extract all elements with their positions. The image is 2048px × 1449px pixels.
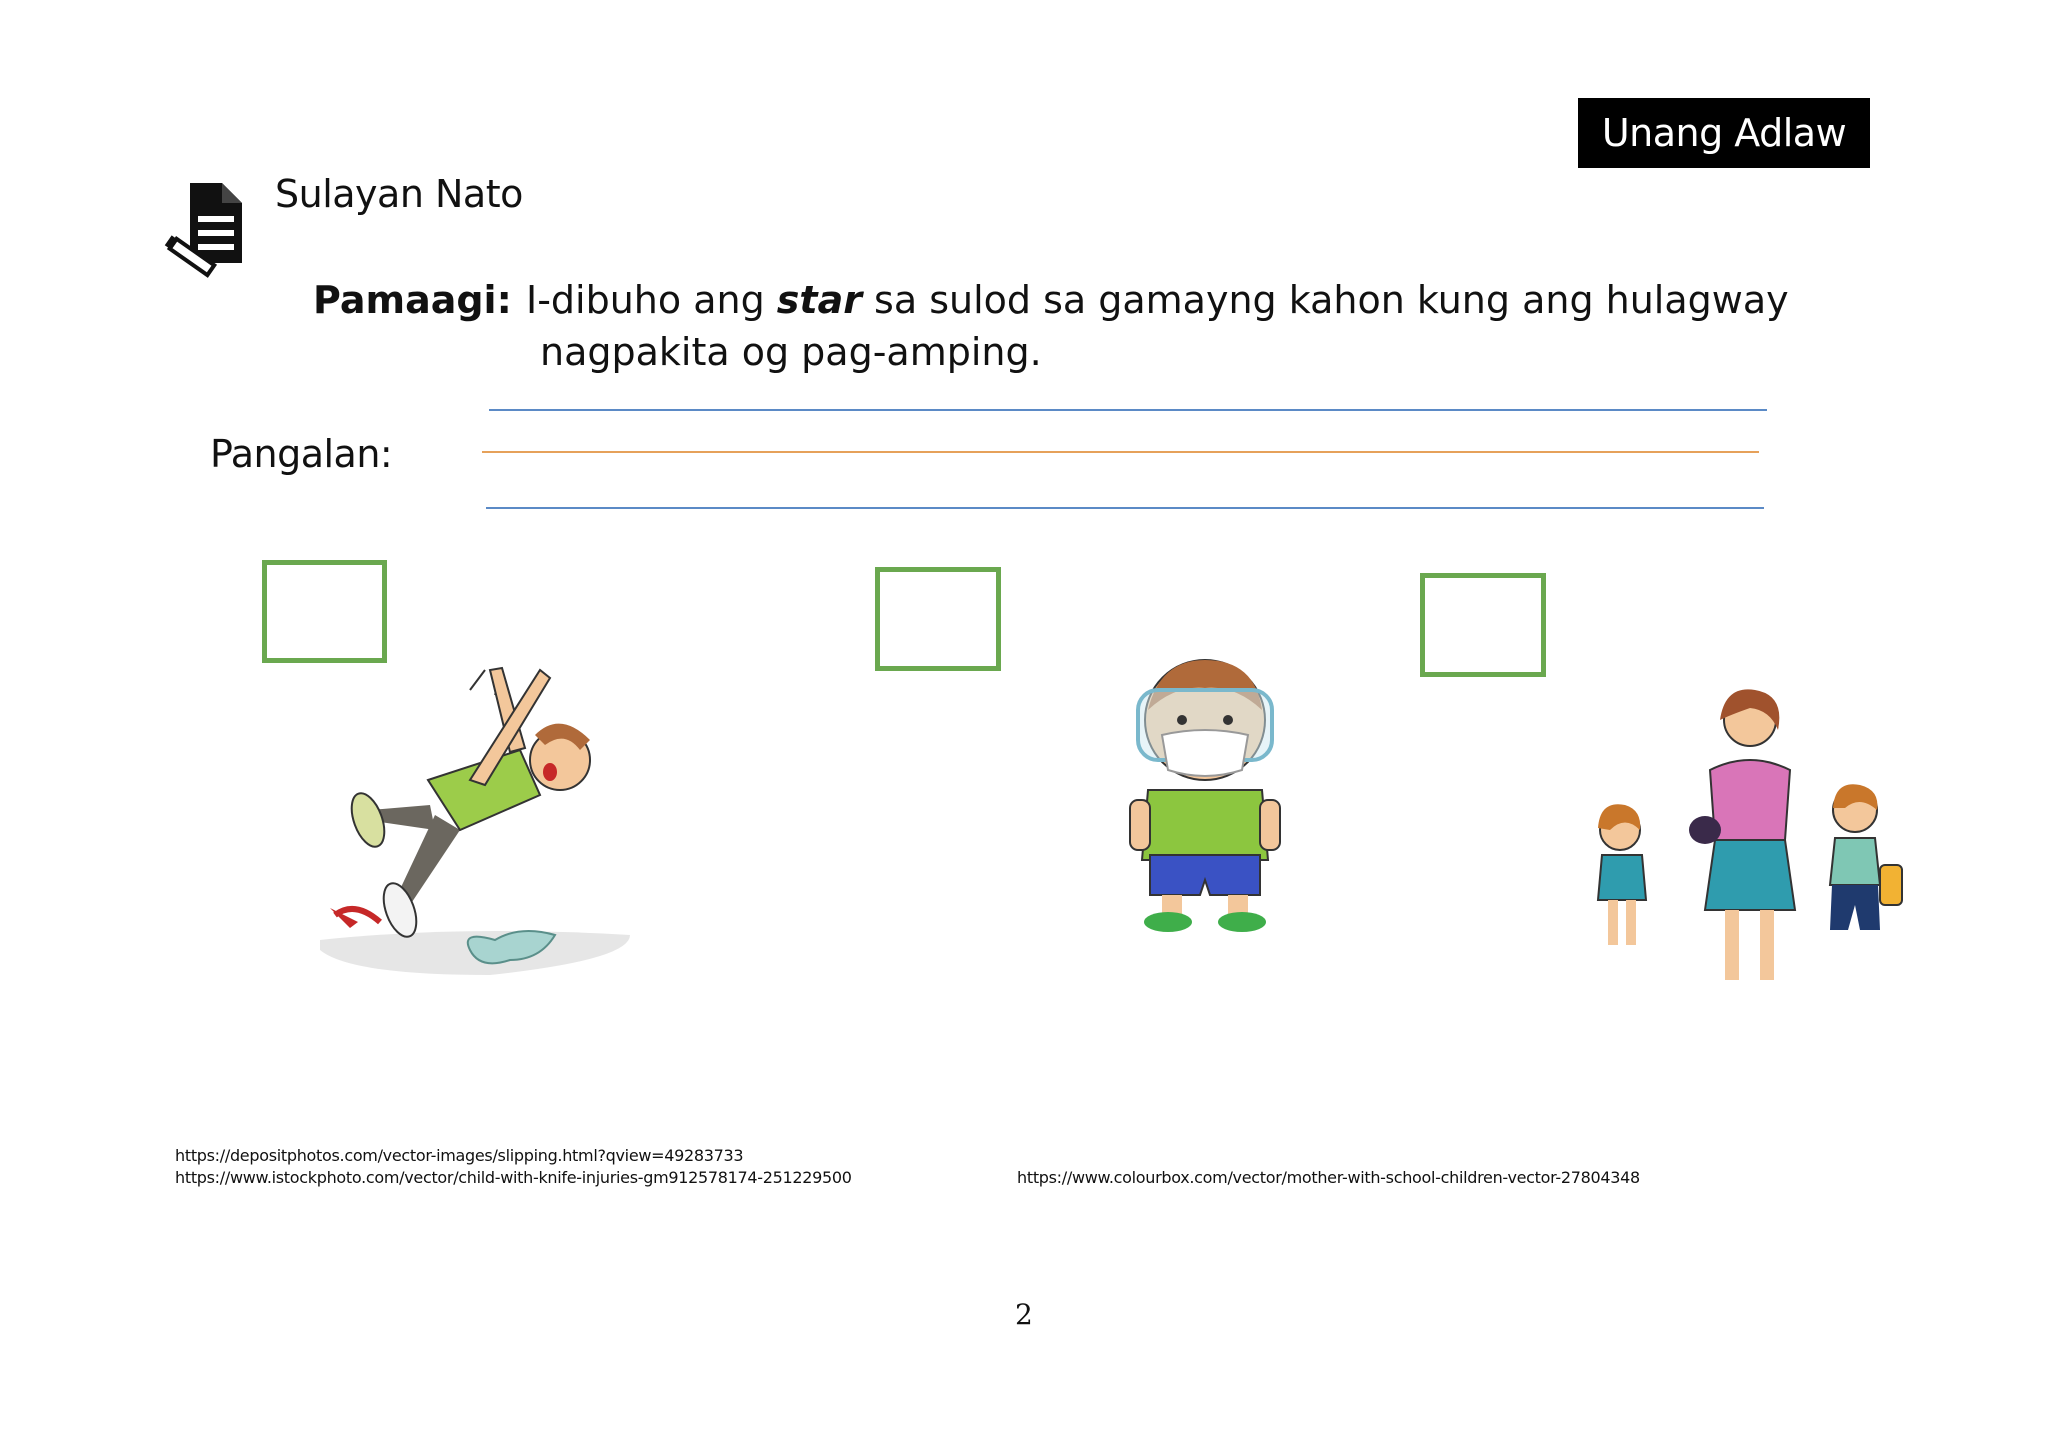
name-writing-line-bottom[interactable] [486,507,1764,509]
page-number: 2 [1015,1298,1033,1331]
instructions-label: Pamaagi: [313,278,512,322]
section-title: Sulayan Nato [275,172,523,216]
instructions-text-after: sa sulod sa gamayng kahon kung ang hulagway [861,278,1789,322]
name-writing-line-middle [482,451,1759,453]
answer-box-3[interactable] [1420,573,1546,677]
image-credit-link[interactable]: https://www.istockphoto.com/vector/child-with-knife-injuries-gm912578174-251229500 [175,1168,852,1187]
day-badge: Unang Adlaw [1578,98,1870,168]
image-credit-link[interactable]: https://depositphotos.com/vector-images/slipping.html?qview=49283733 [175,1146,744,1165]
instructions-text-before: I-dibuho ang [526,278,777,322]
mother-with-children-image [1580,680,1920,1010]
slipping-person-image [310,630,690,1010]
answer-box-2[interactable] [875,567,1001,671]
masked-child-image [1110,650,1300,940]
instructions-text [526,278,1789,322]
name-writing-line-top[interactable] [489,409,1767,411]
document-pen-icon [160,178,260,283]
name-label: Pangalan: [210,432,393,476]
instructions-emphasis: star [776,278,862,322]
image-credit-link[interactable]: https://www.colourbox.com/vector/mother-with-school-children-vector-27804348 [1017,1168,1640,1187]
instructions-text-line2: nagpakita og pag-amping. [540,330,1042,374]
